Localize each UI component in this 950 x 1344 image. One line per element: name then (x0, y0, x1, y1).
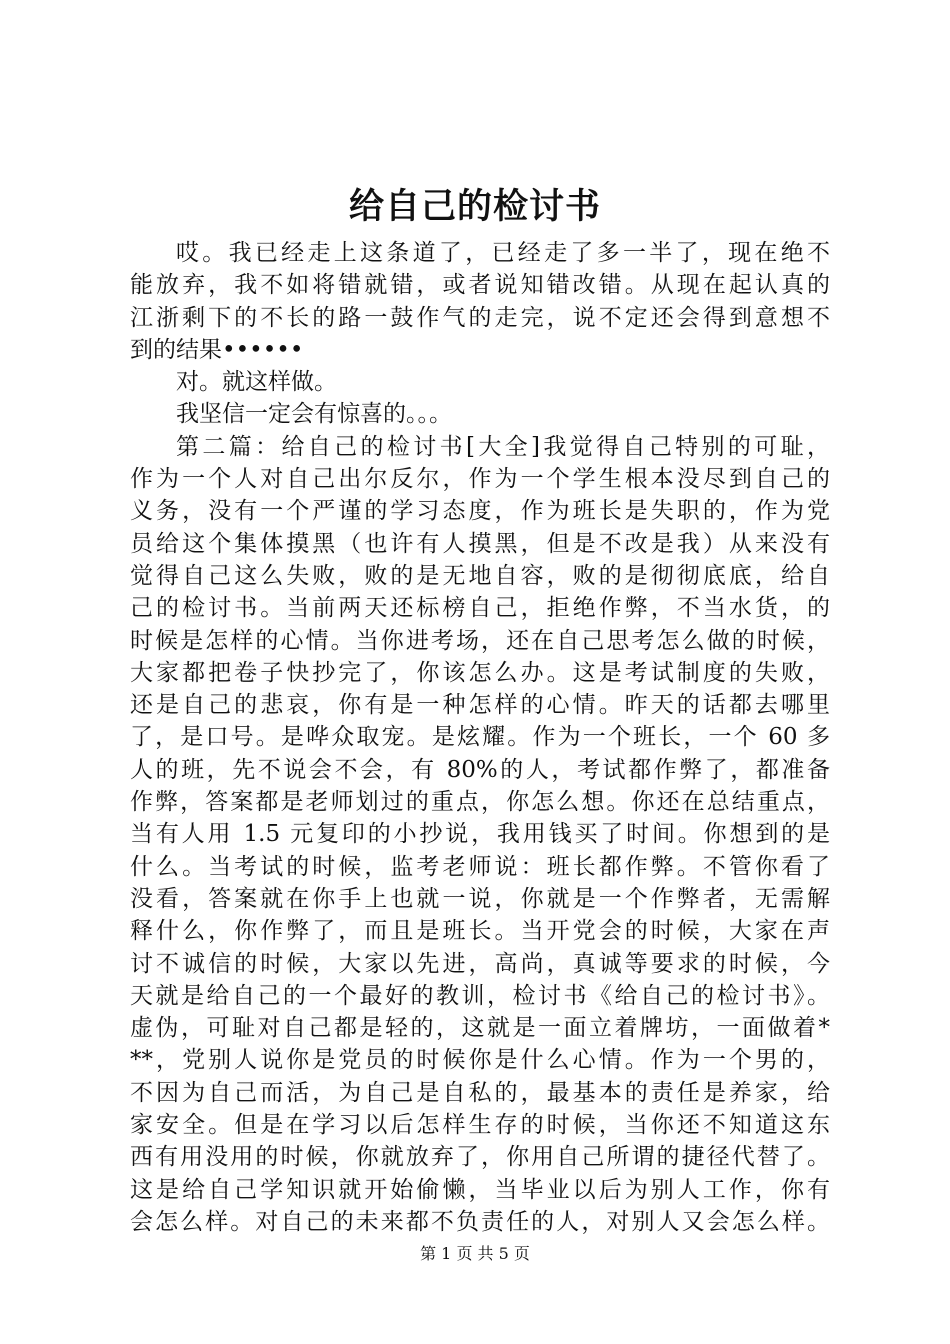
document-title: 给自己的检讨书 (348, 186, 601, 227)
paragraph-line: 还是自己的悲哀，你有是一种怎样的心情。昨天的话都去哪里 (130, 692, 830, 719)
paragraph-line: 没看，答案就在你手上也就一说，你就是一个作弊者，无需解 (130, 885, 830, 912)
paragraph-line: 作为一个人对自己出尔反尔，作为一个学生根本没尽到自己的 (130, 466, 830, 493)
paragraph-line: 江浙剩下的不长的路一鼓作气的走完，说不定还会得到意想不 (130, 304, 830, 331)
paragraph-line: 人的班，先不说会不会，有 80%的人，考试都作弊了，都准备 (130, 756, 830, 783)
paragraph-line: 虚伪，可耻对自己都是轻的，这就是一面立着牌坊，一面做着* (130, 1015, 830, 1042)
paragraph-line: 天就是给自己的一个最好的教训，检讨书《给自己的检讨书》。 (130, 982, 830, 1009)
paragraph-line: 会怎么样。对自己的未来都不负责任的人，对别人又会怎么样。 (130, 1208, 830, 1235)
page-number-footer: 第 1 页 共 5 页 (420, 1244, 530, 1263)
paragraph-line: 觉得自己这么失败，败的是无地自容，败的是彻彻底底，给自 (130, 562, 830, 589)
paragraph-line: 释什么，你作弊了，而且是班长。当开党会的时候，大家在声 (130, 918, 830, 945)
document-body (130, 237, 830, 1238)
paragraph-line: 哎。我已经走上这条道了，已经走了多一半了，现在绝不 (176, 240, 830, 266)
paragraph-line: 家安全。但是在学习以后怎样生存的时候，当你还不知道这东 (130, 1112, 830, 1139)
paragraph-line: 到的结果•••••• (130, 336, 304, 363)
paragraph-line: **，党别人说你是党员的时候你是什么心情。作为一个男的， (130, 1047, 830, 1074)
paragraph-line: 员给这个集体摸黑（也许有人摸黑，但是不改是我）从来没有 (130, 530, 830, 557)
paragraph-line: 时候是怎样的心情。当你进考场，还在自己思考怎么做的时候， (130, 627, 830, 654)
paragraph-line: 对。就这样做。 (176, 369, 337, 396)
paragraph-line: 大家都把卷子快抄完了，你该怎么办。这是考试制度的失败， (130, 659, 830, 686)
paragraph-line: 当有人用 1.5 元复印的小抄说，我用钱买了时间。你想到的是 (130, 821, 830, 848)
paragraph-line: 能放弃，我不如将错就错，或者说知错改错。从现在起认真的 (130, 272, 830, 299)
paragraph-line: 什么。当考试的时候，监考老师说：班长都作弊。不管你看了 (130, 853, 830, 880)
paragraph-line: 了，是口号。是哗众取宠。是炫耀。作为一个班长，一个 60 多 (130, 724, 830, 751)
paragraph-line: 西有用没用的时候，你就放弃了，你用自己所谓的捷径代替了。 (130, 1144, 830, 1171)
paragraph-line: 不因为自己而活，为自己是自私的，最基本的责任是养家，给 (130, 1079, 830, 1106)
paragraph-line: 我坚信一定会有惊喜的。。。 (176, 401, 452, 428)
paragraph-line: 第二篇：给自己的检讨书[大全]我觉得自己特别的可耻， (176, 433, 830, 460)
paragraph-line: 义务，没有一个严谨的学习态度，作为班长是失职的，作为党 (130, 498, 830, 525)
paragraph-line: 这是给自己学知识就开始偷懒，当毕业以后为别人工作，你有 (130, 1176, 830, 1203)
paragraph-line: 己的检讨书。当前两天还标榜自己，拒绝作弊，不当水货，的 (130, 595, 830, 622)
paragraph-line: 讨不诚信的时候，大家以先进，高尚，真诚等要求的时候，今 (130, 950, 830, 977)
paragraph-line: 作弊，答案都是老师划过的重点，你怎么想。你还在总结重点， (130, 789, 830, 816)
